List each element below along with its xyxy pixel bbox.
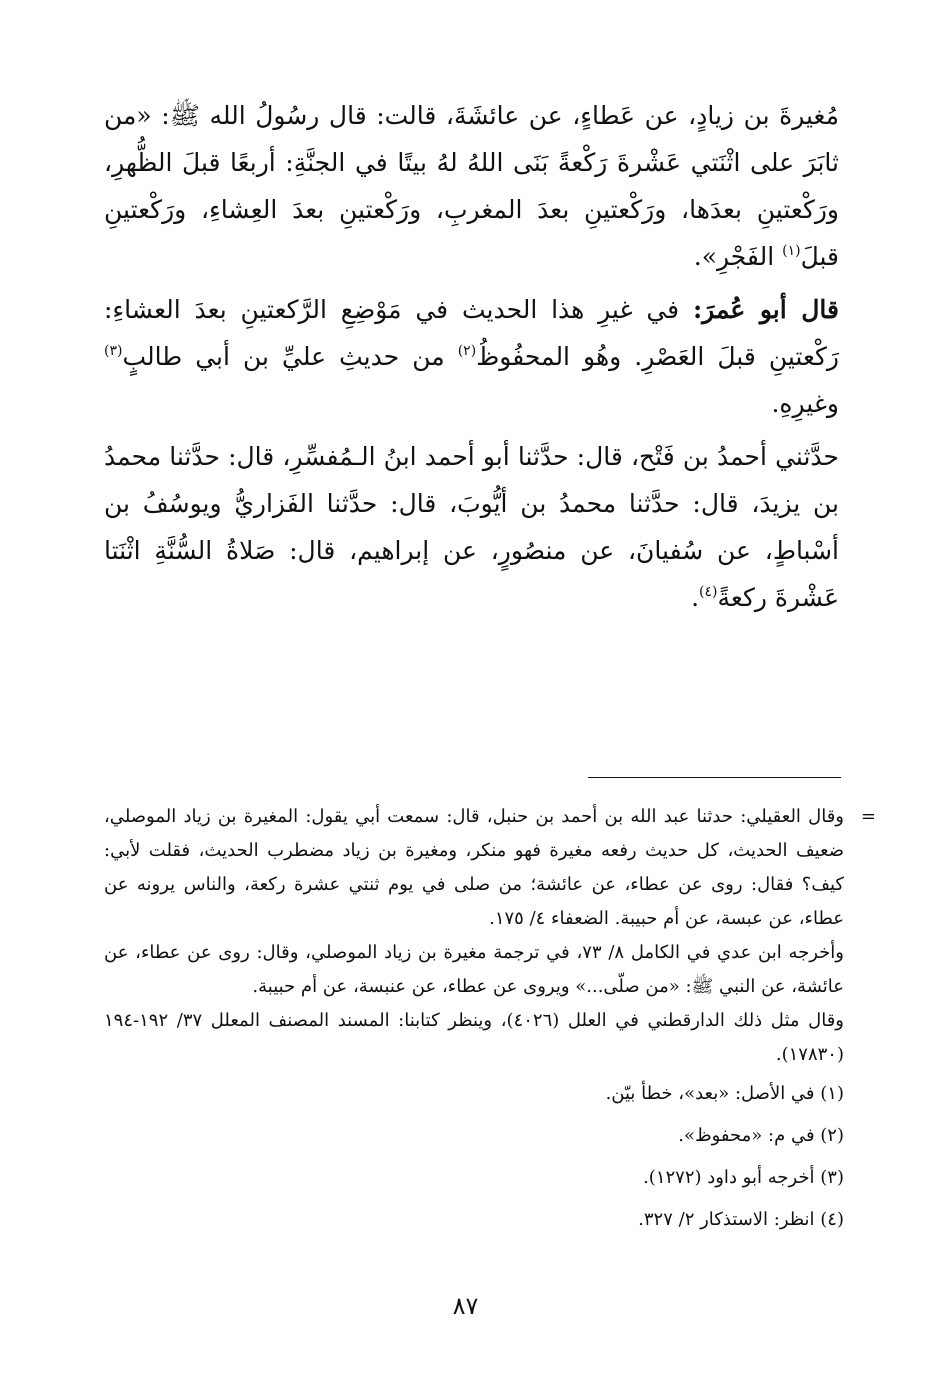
page-number: ٨٧ [452, 1292, 479, 1320]
footnote-ref-1: (١) [782, 243, 801, 259]
footnote-continuation-2: وأخرجه ابن عدي في الكامل ٨/ ٧٣، في ترجمة مغيرة بن زياد الموصلي، وقال: روى عن عطاء، عن عائشة، عن النبي ﷺ: «من صلّى...» ويروى عن عطاء، عن عنبسة، عن أم حبيبة. [104, 942, 844, 997]
paragraph-3 [104, 433, 839, 621]
footnote-ref-4: (٤) [699, 584, 718, 600]
main-text [104, 92, 839, 627]
paragraph-1-text: مُغيرةَ بن زيادٍ، عن عَطاءٍ، عن عائشَةَ، قالت: قال رسُولُ الله ﷺ: «من ثابَرَ على اثْنَتي عَشْرةَ رَكْعةً بَنَى اللهُ لهُ بيتًا في الجنَّةِ: أربعًا قبلَ الظُّهرِ، ورَكْعتينِ بعدَها، ورَكْعتينِ بعدَ المغربِ، ورَكْعتينِ بعدَ العِشاءِ، ورَكْعتينِ قبلَ [104, 101, 839, 271]
paragraph-2-text-b: من حديثِ عليِّ بن أبي طالبٍ [122, 342, 458, 371]
paragraph-2-lead: قال أبو عُمرَ: [692, 295, 839, 324]
footnote-2: (٢) في م: «محفوظ». [678, 1125, 844, 1146]
paragraph-3-end: . [691, 583, 700, 612]
paragraph-3-text: حدَّثني أحمدُ بن فَتْح، قال: حدَّثنا أبو أحمد ابنُ الـمُفسِّرِ، قال: حدَّثنا محمدُ بن يزيدَ، قال: حدَّثنا محمدُ بن أيُّوبَ، قال: حدَّثنا الفَزاريُّ ويوسُفُ بن أسْباطٍ، عن سُفيانَ، عن منصُورٍ، عن إبراهيم، قال: صَلاةُ السُّنَّةِ اثْنَتا عَشْرةَ ركعةً [104, 442, 839, 612]
footnote-3: (٣) أخرجه أبو داود (١٢٧٢). [643, 1167, 844, 1188]
footnote-1: (١) في الأصل: «بعد»، خطأ بيّن. [605, 1083, 844, 1104]
footnotes [104, 800, 876, 1240]
paragraph-1 [104, 92, 839, 280]
paragraph-2 [104, 286, 839, 427]
footnote-ref-3: (٣) [104, 343, 123, 359]
footnote-continuation-1 [104, 800, 876, 936]
paragraph-2-text-a: في غيرِ هذا الحديث في مَوْضِعِ الرَّكعتينِ بعدَ العشاءِ: رَكْعتينِ قبلَ العَصْرِ. وهُو المحفُوظُ [104, 295, 839, 371]
paragraph-2-text-c: وغيرِهِ. [771, 389, 839, 418]
footnote-continuation-3: وقال مثل ذلك الدارقطني في العلل (٤٠٢٦)، وينظر كتابنا: المسند المصنف المعلل ٣٧/ ١٩٢-١٩٤ (١٧٨٣٠). [104, 1010, 844, 1065]
footnote-continuation-1-text: وقال العقيلي: حدثنا عبد الله بن أحمد بن حنبل، قال: سمعت أبي يقول: المغيرة بن زياد الموصلي، ضعيف الحديث، كل حديث رفعه مغيرة فهو منكر، ومغيرة بن زياد مضطرب الحديث، فقلت لأبي: كيف؟ فقال: روى عن عطاء، عن عائشة؛ من صلى في يوم ثنتي عشرة ركعة، والناس يرونه عن عطاء، عن عبسة، عن أم حبيبة. الضعفاء ٤/ ١٧٥. [104, 806, 844, 929]
footnote-separator [588, 777, 841, 778]
continuation-mark: = [860, 806, 876, 827]
paragraph-1-end: الفَجْرِ». [693, 242, 783, 271]
footnote-ref-2: (٢) [457, 343, 477, 359]
footnote-4: (٤) انظر: الاستذكار ٢/ ٣٢٧. [638, 1209, 844, 1230]
